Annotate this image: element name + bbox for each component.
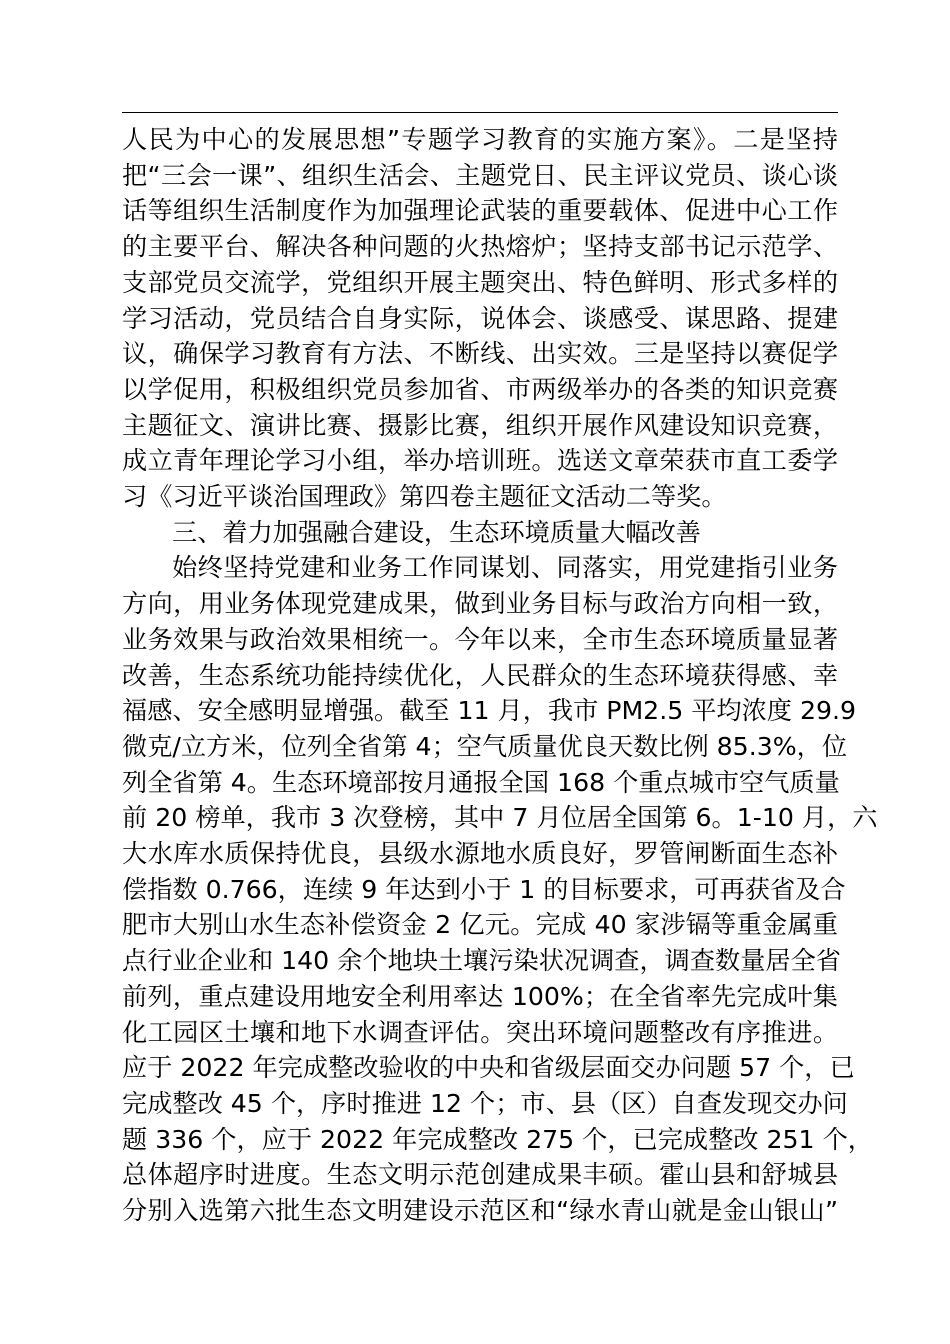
text-line: 福感、安全感明显增强。截至 11 月，我市 PM2.5 平均浓度 29.9	[122, 696, 857, 726]
text-line: 议，确保学习教育有方法、不断线、出实效。三是坚持以赛促学	[122, 339, 838, 369]
text-line: 题 336 个，应于 2022 年完成整改 275 个，已完成整改 251 个，	[122, 1124, 873, 1154]
text-line: 以学促用，积极组织党员参加省、市两级举办的各类的知识竞赛	[122, 374, 838, 404]
text-line: 业务效果与政治效果相统一。今年以来，全市生态环境质量显著	[122, 624, 838, 654]
text-line: 应于 2022 年完成整改验收的中央和省级层面交办问题 57 个，已	[122, 1053, 855, 1083]
text-line: 前列，重点建设用地安全利用率达 100%；在全省率先完成叶集	[122, 981, 838, 1011]
text-line: 人民为中心的发展思想”专题学习教育的实施方案》。二是坚持	[122, 125, 838, 154]
header-rule	[122, 112, 838, 113]
text-line: 偿指数 0.766，连续 9 年达到小于 1 的目标要求，可再获省及合	[122, 874, 846, 904]
text-line: 支部党员交流学，党组织开展主题突出、特色鲜明、形式多样的	[122, 267, 838, 297]
text-line: 化工园区土壤和地下水调查评估。突出环境问题整改有序推进。	[122, 1017, 838, 1047]
text-line: 肥市大别山水生态补偿资金 2 亿元。完成 40 家涉镉等重金属重	[122, 910, 838, 940]
text-line: 前 20 榜单，我市 3 次登榜，其中 7 月位居全国第 6。1-10 月，六	[122, 803, 878, 833]
text-line: 完成整改 45 个，序时推进 12 个；市、县（区）自查发现交办问	[122, 1088, 848, 1118]
text-line: 习《习近平谈治国理政》第四卷主题征文活动二等奖。	[122, 482, 727, 512]
document-body	[122, 122, 878, 1229]
text-line: 总体超序时进度。生态文明示范创建成果丰硕。霍山县和舒城县	[122, 1160, 838, 1190]
text-line: 把“三会一课”、组织生活会、主题党日、民主评议党员、谈心谈	[122, 160, 838, 190]
text-line: 三、着力加强融合建设，生态环境质量大幅改善	[172, 517, 701, 547]
text-line: 微克/立方米，位列全省第 4；空气质量优良天数比例 85.3%，位	[122, 731, 848, 761]
text-line: 学习活动，党员结合自身实际，说体会、谈感受、谋思路、提建	[122, 303, 838, 333]
text-line: 话等组织生活制度作为加强理论武装的重要载体、促进中心工作	[122, 196, 838, 226]
text-line: 始终坚持党建和业务工作同谋划、同落实，用党建指引业务	[172, 553, 838, 583]
text-line: 方向，用业务体现党建成果，做到业务目标与政治方向相一致，	[122, 589, 838, 619]
text-line: 的主要平台、解决各种问题的火热熔炉；坚持支部书记示范学、	[122, 232, 838, 262]
text-line: 改善，生态系统功能持续优化，人民群众的生态环境获得感、幸	[122, 660, 838, 690]
text-line: 分别入选第六批生态文明建设示范区和“绿水青山就是金山银山”	[122, 1196, 838, 1226]
text-line: 成立青年理论学习小组，举办培训班。选送文章荣获市直工委学	[122, 446, 838, 476]
text-line: 主题征文、演讲比赛、摄影比赛，组织开展作风建设知识竞赛，	[122, 410, 838, 440]
text-line: 点行业企业和 140 余个地块土壤污染状况调查，调查数量居全省	[122, 946, 841, 976]
text-line: 列全省第 4。生态环境部按月通报全国 168 个重点城市空气质量	[122, 767, 840, 797]
text-line: 大水库水质保持优良，县级水源地水质良好，罗管闸断面生态补	[122, 839, 838, 869]
